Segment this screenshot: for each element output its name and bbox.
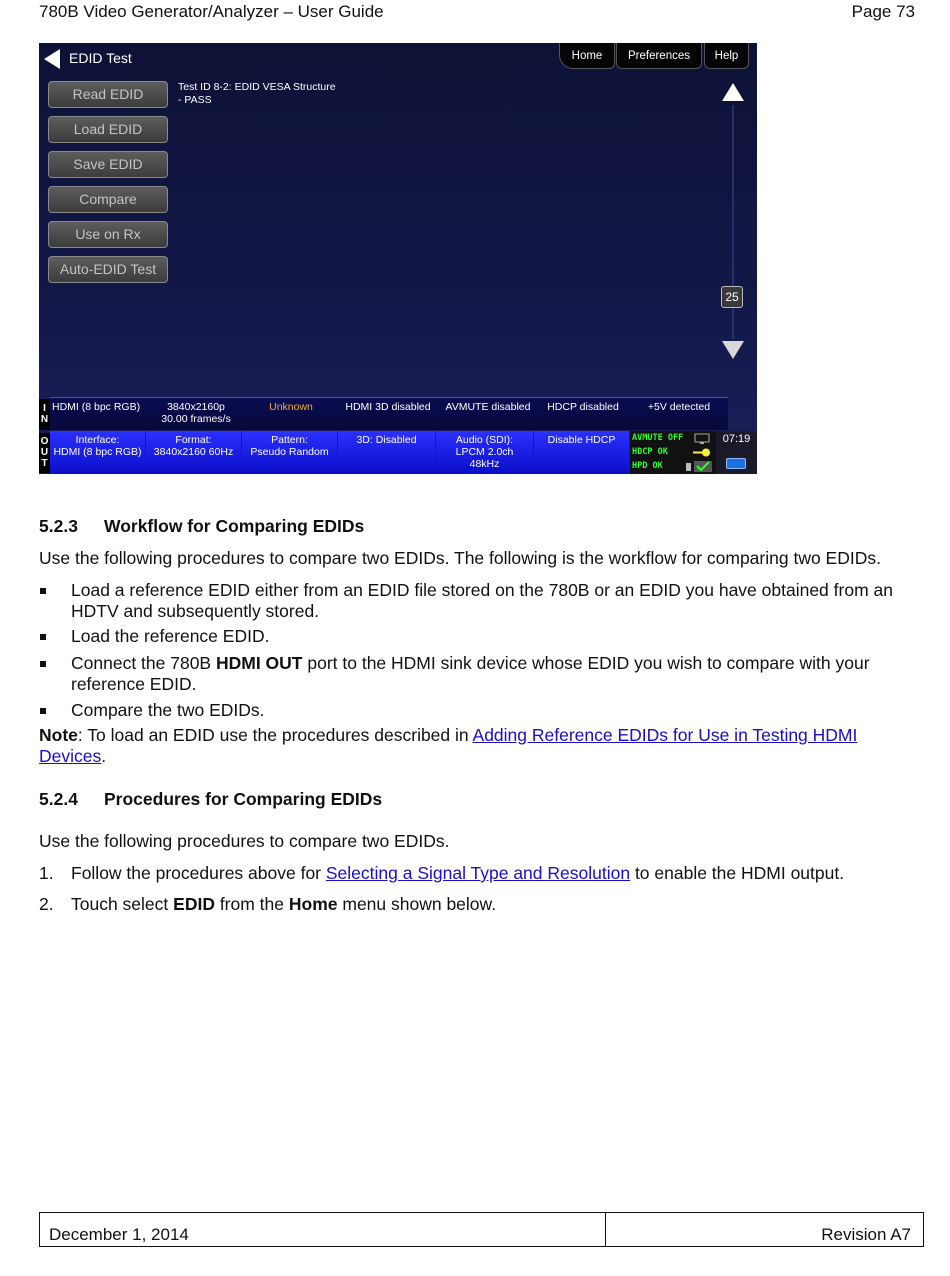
- monitor-icon: [694, 433, 712, 445]
- in-power-status: +5V detected: [647, 401, 711, 413]
- list-item-text-part: Connect the 780B: [71, 653, 216, 673]
- list-item-text: Load a reference EDID either from an EDID file stored on the 780B or an EDID you have obtained from an HDTV and subsequently stored.: [71, 580, 893, 621]
- edid-test-screenshot: [39, 43, 757, 474]
- page-footer: [39, 1212, 924, 1247]
- tab-preferences[interactable]: Preferences: [616, 43, 702, 69]
- note-paragraph: [39, 725, 924, 767]
- clock: 07:19: [716, 431, 757, 474]
- out-interface-value: HDMI (8 bpc RGB): [53, 446, 142, 458]
- out-audio-rate: 48kHz: [469, 458, 500, 470]
- list-item-text: [71, 653, 924, 695]
- scroll-page-indicator[interactable]: 25: [721, 286, 743, 308]
- out-label-char: O: [40, 436, 49, 447]
- list-item: [39, 653, 924, 695]
- in-label-char: I: [43, 403, 46, 414]
- hpd-check-icon: [686, 460, 714, 472]
- hdmi-out-term: HDMI OUT: [215, 653, 303, 673]
- out-3d-value: 3D: Disabled: [356, 434, 417, 446]
- in-frame-rate: 30.00 frames/s: [161, 413, 231, 425]
- in-label-char: N: [40, 414, 49, 425]
- back-arrow-icon[interactable]: [44, 49, 60, 69]
- in-label: [39, 399, 50, 430]
- test-result-status: - PASS: [178, 94, 212, 106]
- note-end: .: [101, 746, 107, 766]
- out-pattern-value: Pseudo Random: [250, 446, 329, 458]
- in-3d-status: HDMI 3D disabled: [345, 401, 431, 413]
- page-number: Page 73: [851, 2, 915, 21]
- output-status-bar: [50, 431, 630, 474]
- section-523-intro: Use the following procedures to compare two EDIDs. The following is the workflow for comparing two EDIDs.: [39, 548, 881, 568]
- out-format-button[interactable]: [146, 431, 242, 474]
- note-label: Note: [39, 725, 78, 745]
- in-resolution: [150, 401, 242, 425]
- scroll-down-arrow-icon[interactable]: [722, 341, 744, 359]
- document-header-title: 780B Video Generator/Analyzer – User Guide: [39, 2, 384, 21]
- key-icon: [692, 447, 712, 458]
- screen-title-bar: [39, 43, 757, 73]
- step-text-part: Touch select: [71, 894, 174, 914]
- home-term: Home: [288, 894, 338, 914]
- step-text: [71, 863, 924, 884]
- out-label-char: U: [40, 447, 49, 458]
- footer-revision: Revision A7: [821, 1225, 911, 1244]
- step-text-part: from the: [214, 894, 289, 914]
- hpd-indicator: HPD OK: [632, 461, 663, 471]
- in-avmute-status: AVMUTE disabled: [445, 401, 531, 413]
- save-edid-button[interactable]: Save EDID: [48, 151, 168, 178]
- scroll-up-arrow-icon[interactable]: [722, 83, 744, 101]
- screen-title: EDID Test: [69, 50, 132, 66]
- in-hdcp-status: HDCP disabled: [547, 401, 619, 413]
- footer-date: December 1, 2014: [49, 1225, 189, 1244]
- signal-indicators: [630, 431, 716, 474]
- in-pattern: Unknown: [269, 401, 313, 413]
- out-hdcp-value: Disable HDCP: [547, 434, 616, 446]
- out-label: [39, 433, 50, 473]
- load-edid-button[interactable]: Load EDID: [48, 116, 168, 143]
- list-item: [39, 580, 924, 622]
- section-title: Procedures for Comparing EDIDs: [104, 789, 383, 809]
- auto-edid-test-button[interactable]: Auto-EDID Test: [48, 256, 168, 283]
- list-item: [39, 626, 924, 647]
- step-number: 1.: [39, 863, 54, 883]
- section-heading-524: [39, 789, 382, 810]
- out-audio-label: Audio (SDI):: [455, 434, 514, 446]
- numbered-step: [39, 894, 924, 915]
- use-on-rx-button[interactable]: Use on Rx: [48, 221, 168, 248]
- section-number: 5.2.4: [39, 789, 78, 809]
- out-pattern-button[interactable]: [242, 431, 338, 474]
- tab-help[interactable]: Help: [704, 43, 749, 69]
- input-status-bar: [50, 397, 728, 430]
- test-result-line: Test ID 8-2: EDID VESA Structure: [178, 81, 336, 93]
- list-item-text-part: port to the HDMI sink device whose EDID you wish to compare with your reference EDID.: [71, 653, 870, 694]
- selecting-signal-type-link[interactable]: Selecting a Signal Type and Resolution: [325, 863, 631, 883]
- list-item-text: Compare the two EDIDs.: [71, 700, 265, 720]
- section-number: 5.2.3: [39, 516, 78, 536]
- list-item-text: Load the reference EDID.: [71, 626, 270, 646]
- in-resolution-value: 3840x2160p: [167, 401, 225, 413]
- compare-button[interactable]: Compare: [48, 186, 168, 213]
- note-text: : To load an EDID use the procedures described in: [77, 725, 473, 745]
- numbered-step: [39, 863, 924, 884]
- out-interface-label: Interface:: [75, 434, 120, 446]
- out-format-value: 3840x2160 60Hz: [153, 446, 234, 458]
- step-number: 2.: [39, 894, 54, 914]
- avmute-indicator: AVMUTE OFF: [632, 433, 684, 443]
- out-pattern-label: Pattern:: [271, 434, 308, 446]
- step-text-part: to enable the HDMI output.: [630, 863, 845, 883]
- section-524-intro: Use the following procedures to compare two EDIDs.: [39, 831, 450, 851]
- out-format-label: Format:: [175, 434, 212, 446]
- hdcp-indicator: HDCP OK: [632, 447, 668, 457]
- step-text-part: Follow the procedures above for: [71, 863, 326, 883]
- in-interface: HDMI (8 bpc RGB): [52, 401, 141, 413]
- out-audio-value: LPCM 2.0ch: [455, 446, 514, 458]
- out-3d-button[interactable]: [338, 431, 436, 474]
- list-item: [39, 700, 924, 721]
- section-title: Workflow for Comparing EDIDs: [104, 516, 365, 536]
- step-text-part: menu shown below.: [337, 894, 497, 914]
- tab-home[interactable]: Home: [559, 43, 615, 69]
- usb-icon[interactable]: [726, 458, 746, 469]
- step-text: [71, 894, 924, 915]
- test-result: [178, 81, 336, 107]
- footer-divider: [605, 1213, 606, 1246]
- read-edid-button[interactable]: Read EDID: [48, 81, 168, 108]
- section-heading-523: [39, 516, 364, 537]
- disable-hdcp-button[interactable]: [534, 431, 630, 474]
- out-audio-button[interactable]: [436, 431, 534, 474]
- out-interface-button[interactable]: [50, 431, 146, 474]
- out-label-char: T: [41, 458, 48, 469]
- edid-term: EDID: [173, 894, 215, 914]
- adding-reference-edids-link[interactable]: Adding Reference EDIDs for Use in Testing HDMI Devices: [39, 725, 858, 766]
